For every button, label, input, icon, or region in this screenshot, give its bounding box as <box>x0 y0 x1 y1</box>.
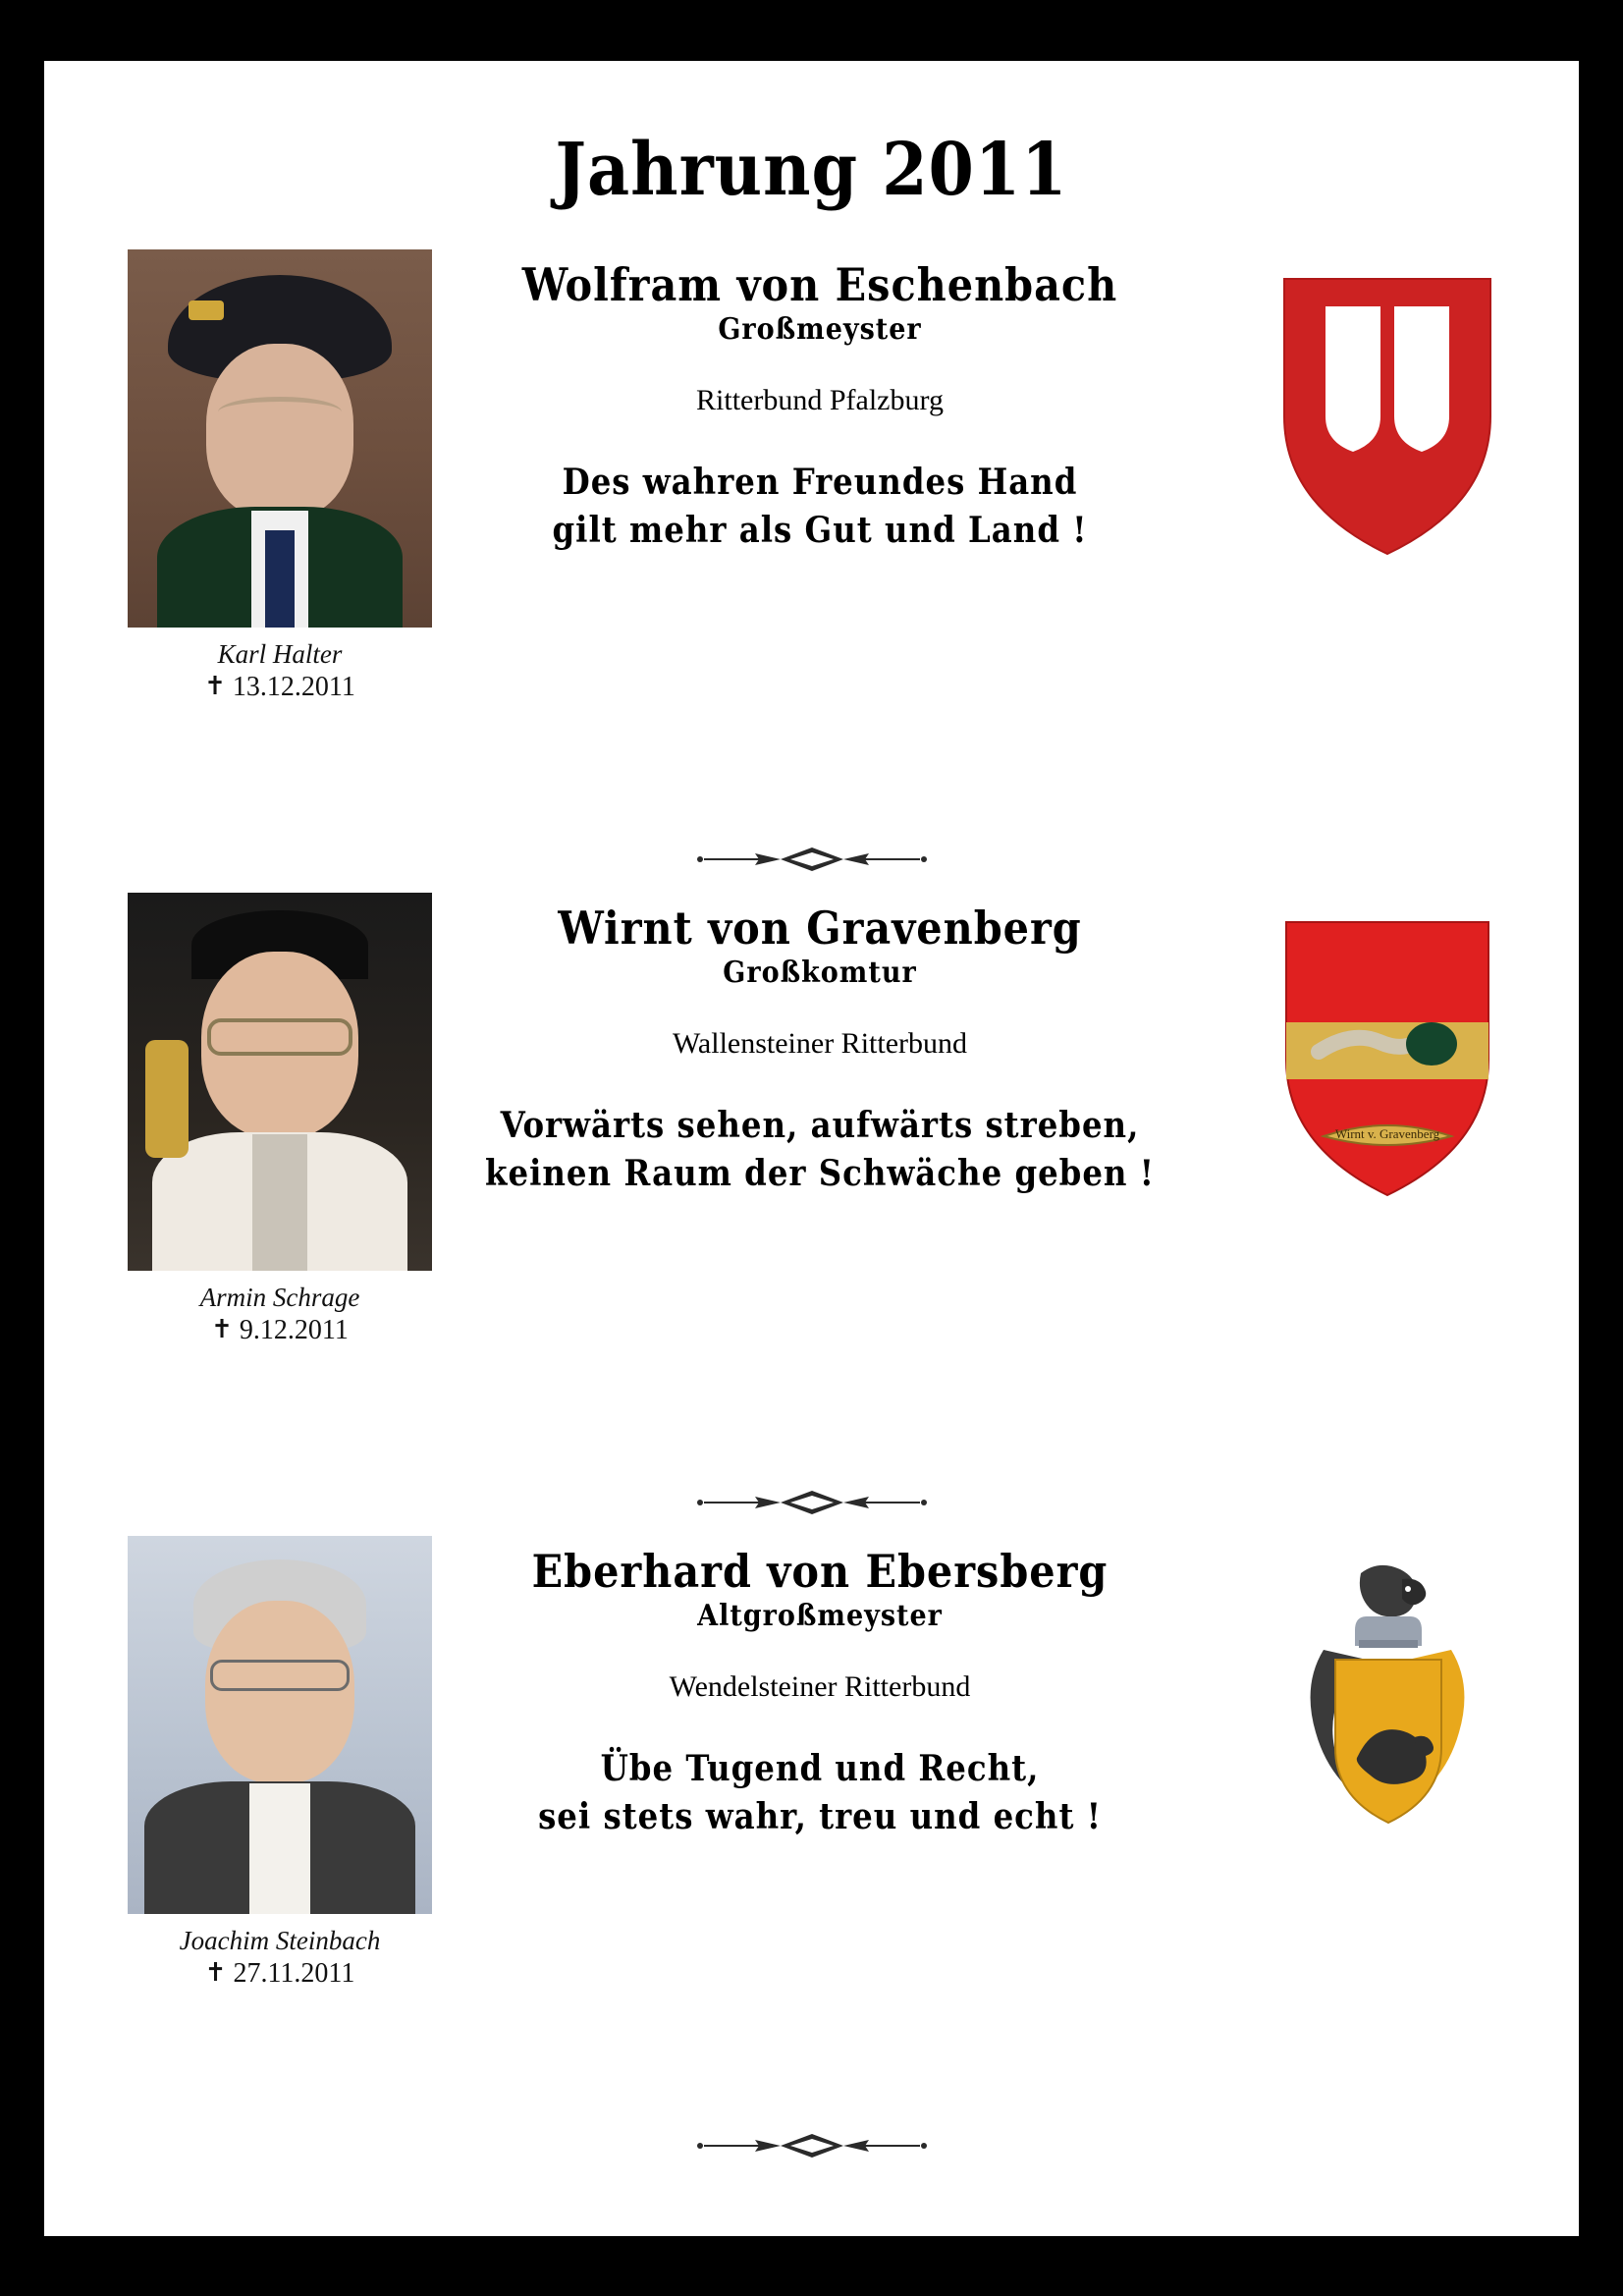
memorial-entry <box>44 240 1579 844</box>
motto <box>466 459 1173 554</box>
photo-caption-name: Karl Halter <box>217 639 343 669</box>
ornament-divider <box>44 2130 1579 2169</box>
person-organization: Wendelsteiner Ritterbund <box>669 1670 971 1704</box>
document-page <box>44 61 1579 2236</box>
person-rank: Großmeyster <box>718 312 922 348</box>
memorial-entry <box>44 1526 1579 2130</box>
entry-text-block <box>466 904 1173 1197</box>
entry-text-block <box>466 258 1173 554</box>
motto-line-2: gilt mehr als Gut und Land ! <box>552 509 1088 551</box>
motto-line-2: sei stets wahr, treu und echt ! <box>538 1795 1102 1837</box>
coat-of-arms <box>1265 1556 1510 1850</box>
portrait-photo <box>128 1536 432 1914</box>
person-rank: Großkomtur <box>723 956 917 991</box>
photo-caption-name: Joachim Steinbach <box>179 1926 381 1955</box>
cross-icon: ✝ <box>204 1958 227 1987</box>
photo-block <box>123 1536 437 1990</box>
motto-line-2: keinen Raum der Schwäche geben ! <box>485 1152 1155 1194</box>
coat-of-arms <box>1265 269 1510 564</box>
shield-icon <box>1265 912 1510 1207</box>
motto <box>466 1745 1173 1840</box>
photo-caption-date <box>123 672 437 703</box>
motto-line-1: Übe Tugend und Recht, <box>600 1748 1040 1790</box>
person-rank: Altgroßmeyster <box>697 1599 943 1634</box>
crest-banner-text: Wirnt v. Gravenberg <box>1334 1126 1440 1141</box>
motto <box>466 1102 1173 1197</box>
crest-icon <box>1265 1556 1510 1850</box>
death-date: 9.12.2011 <box>239 1315 349 1345</box>
motto-line-1: Vorwärts sehen, aufwärts streben, <box>500 1105 1140 1147</box>
photo-block <box>123 249 437 703</box>
shield-icon <box>1265 269 1510 564</box>
cross-icon: ✝ <box>204 672 226 700</box>
coat-of-arms <box>1265 912 1510 1207</box>
photo-caption-date <box>123 1958 437 1990</box>
death-date: 27.11.2011 <box>233 1958 355 1989</box>
entry-text-block <box>466 1545 1173 1840</box>
person-name: Wolfram von Eschenbach <box>521 258 1118 311</box>
person-name: Eberhard von Ebersberg <box>531 1545 1109 1598</box>
page-title: Jahrung 2011 <box>555 128 1068 212</box>
ornament-divider <box>44 844 1579 883</box>
person-organization: Ritterbund Pfalzburg <box>696 384 944 417</box>
person-organization: Wallensteiner Ritterbund <box>673 1027 967 1061</box>
memorial-entry <box>44 883 1579 1487</box>
photo-caption-date <box>123 1315 437 1346</box>
motto-line-1: Des wahren Freundes Hand <box>562 462 1078 504</box>
portrait-photo <box>128 249 432 628</box>
photo-caption-name: Armin Schrage <box>199 1283 360 1312</box>
death-date: 13.12.2011 <box>232 672 355 702</box>
portrait-photo <box>128 893 432 1271</box>
person-name: Wirnt von Gravenberg <box>558 902 1082 955</box>
photo-block <box>123 893 437 1346</box>
cross-icon: ✝ <box>211 1315 233 1343</box>
ornament-divider <box>44 1487 1579 1526</box>
